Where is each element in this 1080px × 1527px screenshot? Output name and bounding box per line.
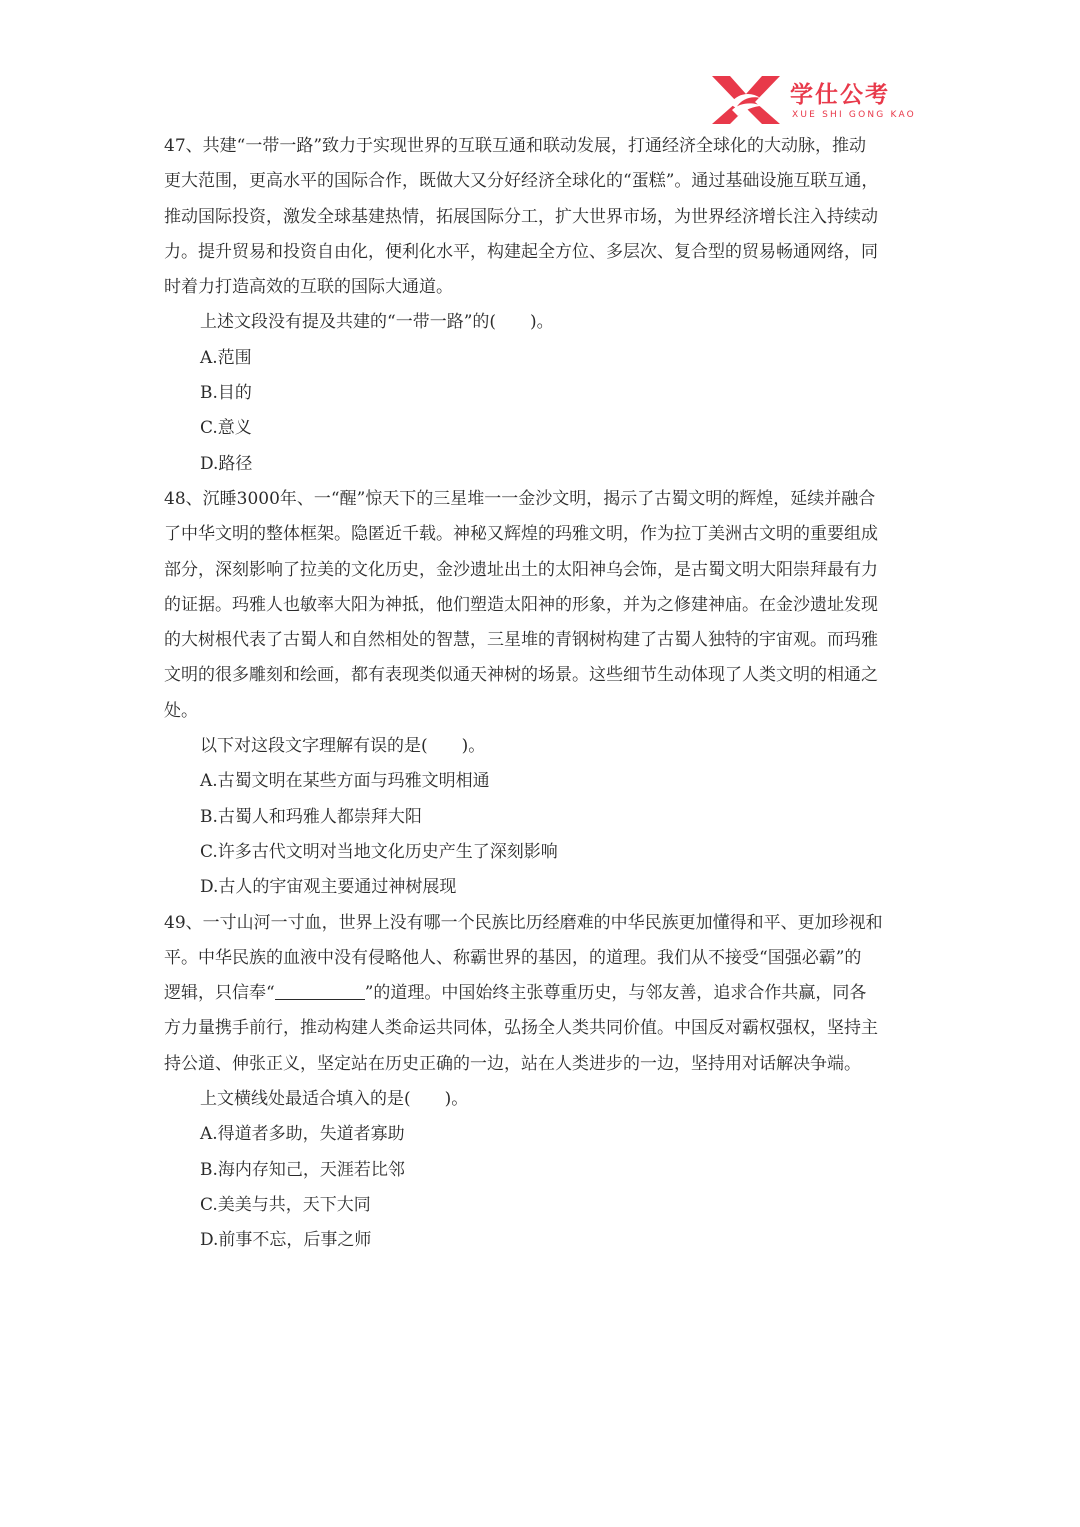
passage-line: 力。提升贸易和投资自由化，便利化水平，构建起全方位、多层次、复合型的贸易畅通网络，同 xyxy=(164,241,878,262)
passage-line: 持公道、伸张正义，坚定站在历史正确的一边，站在人类进步的一边，坚持用对话解决争端。 xyxy=(164,1053,861,1074)
option-b: B.古蜀人和玛雅人都崇拜大阳 xyxy=(200,806,422,827)
passage-line: 时着力打造高效的互联的国际大通道。 xyxy=(164,277,453,298)
question-48 xyxy=(164,482,924,906)
passage-line-with-blank xyxy=(164,976,924,1011)
option-c: C.意义 xyxy=(200,418,252,439)
text-after-blank: ”的道理。中国始终主张尊重历史，与邻友善，追求合作共赢，同各 xyxy=(364,983,867,1004)
option-b: B.海内存知己，天涯若比邻 xyxy=(200,1159,405,1180)
passage-line: 方力量携手前行，推动构建人类命运共同体，弘扬全人类共同价值。中国反对霸权强权，坚持主 xyxy=(164,1018,878,1039)
text-before-blank: 逻辑，只信奉“ xyxy=(164,983,275,1004)
question-prompt: 上文横线处最适合填入的是( )。 xyxy=(200,1089,469,1110)
passage-line: 推动国际投资，激发全球基建热情，拓展国际分工，扩大世界市场，为世界经济增长注入持续动 xyxy=(164,206,878,227)
option-a: A.得道者多助，失道者寡助 xyxy=(200,1124,405,1145)
option-b: B.目的 xyxy=(200,383,252,404)
option-a: A.古蜀文明在某些方面与玛雅文明相通 xyxy=(200,771,490,792)
brand-logo xyxy=(708,74,928,126)
question-prompt: 以下对这段文字理解有误的是( )。 xyxy=(200,736,486,757)
question-47 xyxy=(164,129,924,482)
passage-line: 处。 xyxy=(164,700,198,721)
option-c: C.许多古代文明对当地文化历史产生了深刻影响 xyxy=(200,841,558,862)
passage-line: 48、沉睡3000年、一“醒”惊天下的三星堆一一金沙文明，揭示了古蜀文明的辉煌，延续并融合 xyxy=(164,488,876,509)
passage-line: 部分，深刻影响了拉美的文化历史，金沙遗址出土的太阳神乌会饰，是古蜀文明大阳崇拜最有力 xyxy=(164,559,878,580)
passage-line: 更大范围，更高水平的国际合作，既做大又分好经济全球化的“蛋糕”。通过基础设施互联互通， xyxy=(164,171,879,192)
passage-line: 的证据。玛雅人也敏率大阳为神抵，他们塑造太阳神的形象，并为之修建神庙。在金沙遗址发现 xyxy=(164,594,878,615)
option-d: D.前事不忘，后事之师 xyxy=(200,1230,372,1251)
xueshi-logo-icon xyxy=(708,74,784,126)
question-49 xyxy=(164,906,924,1259)
passage-line: 平。中华民族的血液中没有侵略他人、称霸世界的基因，的道理。我们从不接受“国强必霸”的 xyxy=(164,947,862,968)
passage-line: 49、一寸山河一寸血，世界上没有哪一个民族比历经磨难的中华民族更加懂得和平、更加珍视和 xyxy=(164,912,883,933)
passage-line: 了中华文明的整体框架。隐匿近千载。神秘又辉煌的玛雅文明，作为拉丁美洲古文明的重要组成 xyxy=(164,524,878,545)
logo-name-en: XUE SHI GONG KAO xyxy=(792,110,916,120)
exam-content xyxy=(164,129,924,1259)
passage-line: 的大树根代表了古蜀人和自然相处的智慧，三星堆的青钢树构建了古蜀人独特的宇宙观。而玛雅 xyxy=(164,630,878,651)
option-d: D.古人的宇宙观主要通过神树展现 xyxy=(200,877,457,898)
option-a: A.范围 xyxy=(200,347,252,368)
passage-line: 文明的很多雕刻和绘画，都有表现类似通天神树的场景。这些细节生动体现了人类文明的相通之 xyxy=(164,665,878,686)
question-prompt: 上述文段没有提及共建的“一带一路”的( )。 xyxy=(200,312,554,333)
option-d: D.路径 xyxy=(200,453,253,474)
option-c: C.美美与共，天下大同 xyxy=(200,1194,371,1215)
passage-line: 47、共建“一带一路”致力于实现世界的互联互通和联动发展，打通经济全球化的大动脉，推动 xyxy=(164,136,867,156)
logo-name-cn: 学仕公考 xyxy=(790,82,890,108)
fill-blank xyxy=(275,979,365,1000)
